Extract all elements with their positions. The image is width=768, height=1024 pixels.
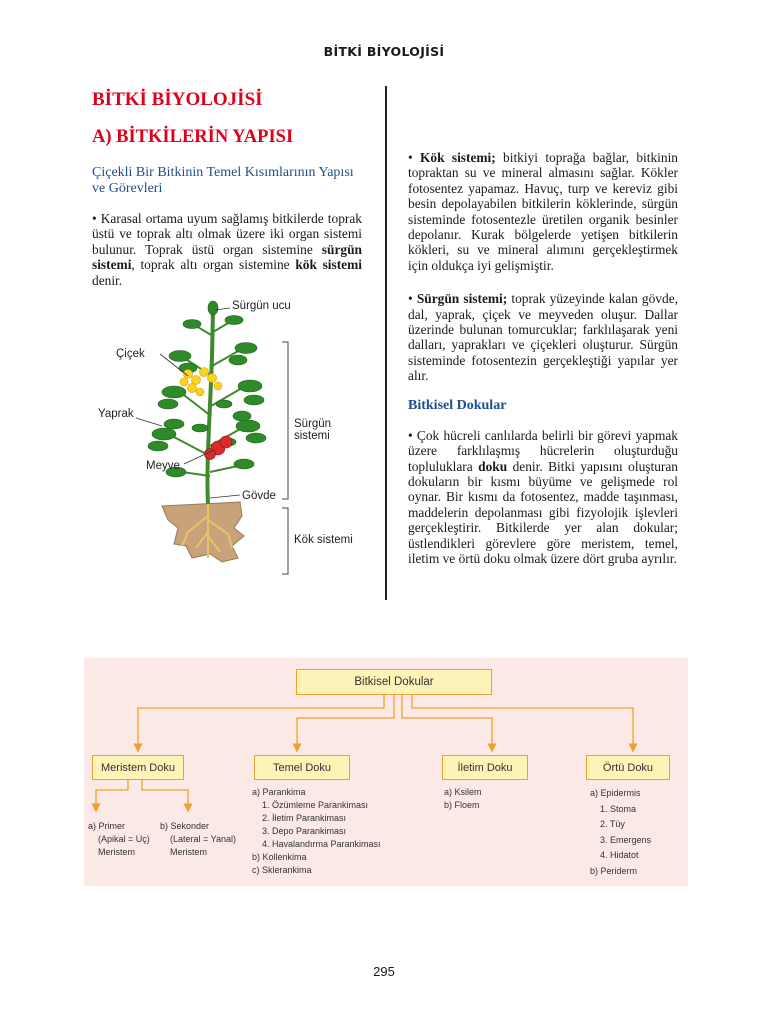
running-header: BİTKİ BİYOLOJİSİ (323, 44, 445, 59)
root-system-bracket (282, 508, 288, 574)
root-system-paragraph: • Kök sistemi; bitkiyi toprağa bağlar, bitkinin topraktan su ve mineral almasını sağlar. Kökler fotosentez yapamaz. Havuç, turp ve kereviz gibi besin depolayabilen bitkilerin köklerinde, sürgün sisteminde fotosentezle üretilen organik besinler depolanır. Kurak bölgelerde yetişen bitkilerin kökleri, su ve mineral alımını gerçekleştirmek için oldukça iyi gelişmiştir. (408, 150, 678, 273)
section-title: A) BİTKİLERİN YAPISI (92, 127, 294, 147)
meristem-tissue-box: Meristem Doku (92, 755, 184, 780)
document-title: BİTKİ BİYOLOJİSİ (92, 89, 263, 110)
term-surgun-sistemi: sürgün sistemi (92, 241, 362, 273)
label-root-system: Kök sistemi (294, 534, 353, 546)
label-flower: Çiçek (116, 348, 145, 360)
dermal-tissue-list: a) Epidermis 1. Stoma 2. Tüy 3. Emergens 4. Hidatot b) Periderm (590, 788, 652, 876)
page-number: 295 (373, 964, 395, 979)
ground-tissue-list: a) Parankima 1. Özümleme Parankiması 2. İletim Parankiması 3. Depo Parankiması 4. Havalandırma Parankiması b) Kollenkima c) Sklerankima (252, 787, 381, 875)
left-column (92, 86, 362, 288)
intro-paragraph: • Karasal ortama uyum sağlamış bitkilerde toprak üstü ve toprak altı olmak üzere iki organ sistemi bulunur. Toprak üstü organ sistemine sürgün sistemi, toprak altı organ sistemine kök sistemi denir. (92, 211, 363, 288)
right-column (408, 150, 678, 566)
vascular-tissue-box: İletim Doku (442, 755, 528, 780)
label-shoot-system: Sürgün sistemi (294, 418, 332, 442)
term-kok-sistemi: kök sistemi (295, 257, 363, 273)
meristem-primer-list: a) Primer (Apikal = Uç) Meristem (88, 821, 150, 857)
column-divider (385, 86, 387, 600)
root-tissues-box: Bitkisel Dokular (296, 669, 492, 695)
plant-tissue-diagram (84, 658, 688, 886)
term-doku: doku (478, 458, 508, 474)
dermal-tissue-box: Örtü Doku (586, 755, 670, 780)
shoot-system-paragraph: • Sürgün sistemi; toprak yüzeyinde kalan gövde, dal, yaprak, çiçek ve meyveden oluşur. Dallar üzerinde bulunan tomurcuklar; farklılaşarak yeni dalları, yaprakları ve çiçekleri oluşturur. Sürgün sisteminde fotosentezin gerçekleştiği yapılar yer alır. (408, 291, 678, 384)
subsection-plant-tissues: Bitkisel Dokular (408, 397, 507, 413)
plant-figure (92, 296, 362, 578)
shoot-system-bracket (282, 342, 288, 499)
label-stem: Gövde (242, 490, 276, 502)
vascular-tissue-list: a) Ksilem b) Floem (444, 787, 482, 810)
meristem-sekonder-list: b) Sekonder (Lateral = Yanal) Meristem (160, 821, 236, 857)
label-shoot-tip: Sürgün ucu (232, 300, 291, 312)
label-leaf: Yaprak (98, 408, 134, 420)
label-fruit: Meyve (146, 460, 180, 472)
subsection-title: Çiçekli Bir Bitkinin Temel Kısımlarının Yapısı ve Görevleri (92, 165, 354, 196)
bullet: • (92, 211, 97, 226)
ground-tissue-box: Temel Doku (254, 755, 350, 780)
flower-icon (180, 368, 222, 397)
soil-icon (162, 502, 244, 562)
tissues-paragraph: • Çok hücreli canlılarda belirli bir görevi yapmak üzere farklılaşmış hücrelerin oluşturduğu topluluklara doku denir. Bitki yapısını oluşturan dokuların bir kısmı büyüme ve gelişmede rol oynar. Bir kısmı da fotosentez, madde taşınması, maddelerin depolanması gibi fizyolojik işlevleri gerçekleştirir. Bitkilerde yer alan dokular; üstlendikleri görevlere göre meristem, temel, iletim ve örtü doku olmak üzere dört gruba ayrılır. (408, 427, 678, 566)
